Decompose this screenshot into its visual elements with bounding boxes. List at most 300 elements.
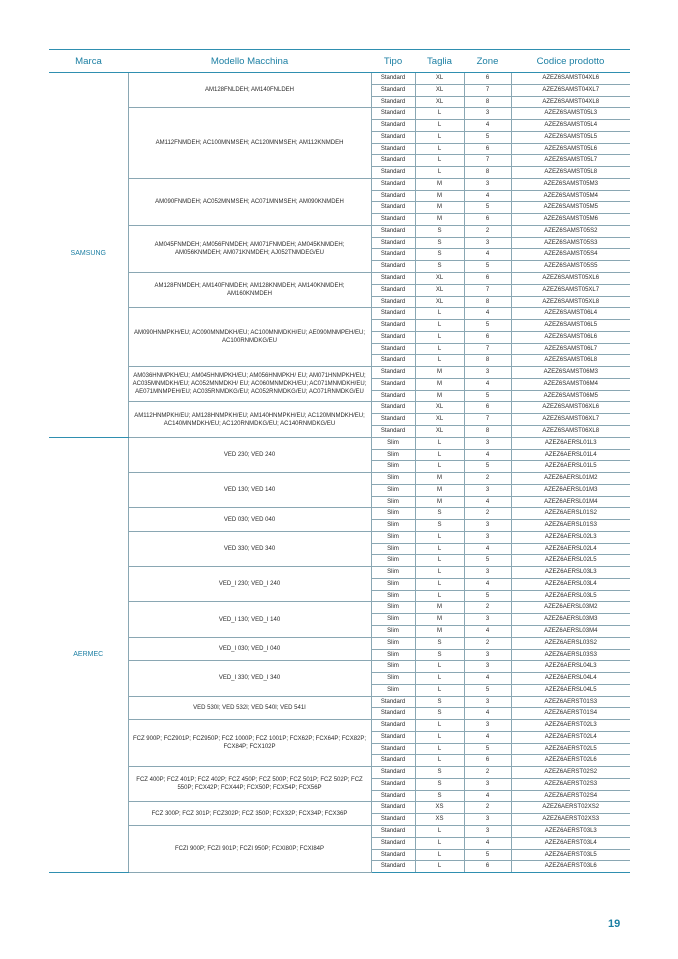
zone-cell: 4 [464,578,511,590]
zone-cell: 6 [464,273,511,285]
tipo-cell: Standard [371,131,415,143]
codice-cell: AZEZ6AERST02XS2 [511,802,630,814]
tipo-cell: Standard [371,96,415,108]
model-cell: VED 530I; VED 532I; VED 540I; VED 541I [128,696,371,720]
model-cell: VED_I 230; VED_I 240 [128,567,371,602]
codice-cell: AZEZ6AERST02XS3 [511,814,630,826]
taglia-cell: L [415,167,464,179]
tipo-cell: Standard [371,378,415,390]
tipo-cell: Standard [371,237,415,249]
taglia-cell: L [415,720,464,732]
taglia-cell: L [415,684,464,696]
tipo-cell: Standard [371,708,415,720]
codice-cell: AZEZ6AERST02L6 [511,755,630,767]
zone-cell: 4 [464,308,511,320]
zone-cell: 4 [464,249,511,261]
codice-cell: AZEZ6SAMST05M4 [511,190,630,202]
zone-cell: 3 [464,778,511,790]
codice-cell: AZEZ6AERSL01M3 [511,484,630,496]
zone-cell: 3 [464,814,511,826]
zone-cell: 2 [464,473,511,485]
codice-cell: AZEZ6SAMST06XL6 [511,402,630,414]
codice-cell: AZEZ6SAMST05S5 [511,261,630,273]
model-cell: FCZI 900P; FCZI 901P; FCZI 950P; FCXI80P; FCXI84P [128,826,371,873]
model-cell: VED 330; VED 340 [128,531,371,566]
taglia-cell: M [415,614,464,626]
taglia-cell: S [415,225,464,237]
taglia-cell: L [415,108,464,120]
zone-cell: 7 [464,284,511,296]
model-cell: AM045FNMDEH; AM056FNMDEH; AM071FNMDEH; AM045KNMDEH; AM056KNMDEH; AM071KNMDEH; AJ052TNMDEG/EU [128,225,371,272]
tipo-cell: Slim [371,496,415,508]
taglia-cell: S [415,778,464,790]
zone-cell: 7 [464,155,511,167]
model-cell: VED_I 330; VED_I 340 [128,661,371,696]
codice-cell: AZEZ6AERST03L3 [511,826,630,838]
zone-cell: 4 [464,708,511,720]
taglia-cell: L [415,155,464,167]
model-cell: AM090HNMPKH/EU; AC090MNMDKH/EU; AC100MNMDKH/EU; AE090MNMPEH/EU; AC100RNMDKG/EU [128,308,371,367]
tipo-cell: Standard [371,367,415,379]
codice-cell: AZEZ6SAMST05XL7 [511,284,630,296]
zone-cell: 5 [464,684,511,696]
tipo-cell: Standard [371,249,415,261]
taglia-cell: L [415,320,464,332]
codice-cell: AZEZ6AERSL03L5 [511,590,630,602]
col-header-taglia: Taglia [415,50,464,73]
page-number: 19 [608,918,621,930]
tipo-cell: Standard [371,331,415,343]
zone-cell: 4 [464,625,511,637]
zone-cell: 5 [464,461,511,473]
zone-cell: 4 [464,837,511,849]
tipo-cell: Standard [371,108,415,120]
tipo-cell: Standard [371,202,415,214]
zone-cell: 7 [464,343,511,355]
codice-cell: AZEZ6SAMST06L6 [511,331,630,343]
zone-cell: 4 [464,378,511,390]
taglia-cell: S [415,637,464,649]
table-row [49,767,630,779]
codice-cell: AZEZ6SAMST05S4 [511,249,630,261]
codice-cell: AZEZ6SAMST05XL6 [511,273,630,285]
codice-cell: AZEZ6AERSL01L4 [511,449,630,461]
model-cell: AM036HNMPKH/EU; AM045HNMPKH/EU; AM056HNMPKH/ EU; AM071HNMPKH/EU; AC035MNMDKH/EU; AC052MNMDKH/ EU; AC060MNMDKH/EU; AC071MNMDKH/EU; AE071MNMPEH/EU; AC035RNMDKG/EU; AC052RNMDKG/EU; AC071RNMDKG/EU [128,367,371,402]
model-cell: AM112HNMPKH/EU; AM128HNMPKH/EU; AM140HNMPKH/EU; AC120MNMDKH/EU; AC140MNMDKH/EU; AC120RNMDKG/EU; AC140RNMDKG/EU [128,402,371,437]
taglia-cell: L [415,567,464,579]
taglia-cell: L [415,120,464,132]
zone-cell: 2 [464,508,511,520]
tipo-cell: Standard [371,214,415,226]
table-row [49,602,630,614]
codice-cell: AZEZ6AERST01S4 [511,708,630,720]
taglia-cell: XL [415,96,464,108]
table-row [49,661,630,673]
zone-cell: 4 [464,496,511,508]
taglia-cell: L [415,743,464,755]
codice-cell: AZEZ6AERSL04L5 [511,684,630,696]
zone-cell: 3 [464,661,511,673]
codice-cell: AZEZ6AERSL01M4 [511,496,630,508]
table-row [49,696,630,708]
codice-cell: AZEZ6AERSL03S2 [511,637,630,649]
zone-cell: 4 [464,449,511,461]
tipo-cell: Standard [371,814,415,826]
codice-cell: AZEZ6AERST03L6 [511,861,630,873]
taglia-cell: S [415,261,464,273]
taglia-cell: M [415,602,464,614]
tipo-cell: Slim [371,473,415,485]
taglia-cell: M [415,484,464,496]
zone-cell: 6 [464,214,511,226]
codice-cell: AZEZ6SAMST05M5 [511,202,630,214]
model-cell: AM128FNMDEH; AM140FNMDEH; AM128KNMDEH; AM140KNMDEH; AM160KNMDEH [128,273,371,308]
taglia-cell: L [415,673,464,685]
zone-cell: 6 [464,402,511,414]
codice-cell: AZEZ6AERSL03M2 [511,602,630,614]
zone-cell: 8 [464,96,511,108]
tipo-cell: Standard [371,73,415,85]
zone-cell: 8 [464,167,511,179]
zone-cell: 3 [464,437,511,449]
codice-cell: AZEZ6SAMST06XL8 [511,425,630,437]
taglia-cell: L [415,849,464,861]
table-row [49,802,630,814]
table-row [49,225,630,237]
model-cell: FCZ 400P; FCZ 401P; FCZ 402P; FCZ 450P; FCZ 500P; FCZ 501P; FCZ 502P; FCZ 550P; FCX42P; FCX44P; FCX50P; FCX54P; FCX56P [128,767,371,802]
tipo-cell: Standard [371,120,415,132]
taglia-cell: L [415,131,464,143]
codice-cell: AZEZ6AERSL01L3 [511,437,630,449]
table-row [49,308,630,320]
col-header-modello: Modello Macchina [128,50,371,73]
tipo-cell: Standard [371,261,415,273]
tipo-cell: Standard [371,84,415,96]
tipo-cell: Standard [371,225,415,237]
tipo-cell: Standard [371,284,415,296]
codice-cell: AZEZ6AERSL02L4 [511,543,630,555]
codice-cell: AZEZ6AERST02S4 [511,790,630,802]
taglia-cell: L [415,531,464,543]
zone-cell: 3 [464,484,511,496]
table-row [49,367,630,379]
taglia-cell: XL [415,273,464,285]
zone-cell: 2 [464,637,511,649]
col-header-marca: Marca [49,50,128,73]
taglia-cell: S [415,237,464,249]
taglia-cell: M [415,190,464,202]
codice-cell: AZEZ6AERSL02L5 [511,555,630,567]
taglia-cell: XL [415,402,464,414]
zone-cell: 3 [464,237,511,249]
taglia-cell: S [415,790,464,802]
product-table [49,49,630,873]
taglia-cell: S [415,708,464,720]
tipo-cell: Standard [371,778,415,790]
tipo-cell: Slim [371,555,415,567]
taglia-cell: L [415,143,464,155]
codice-cell: AZEZ6SAMST06M4 [511,378,630,390]
zone-cell: 5 [464,743,511,755]
taglia-cell: L [415,331,464,343]
taglia-cell: M [415,214,464,226]
zone-cell: 8 [464,425,511,437]
codice-cell: AZEZ6SAMST05L8 [511,167,630,179]
tipo-cell: Standard [371,273,415,285]
model-cell: VED_I 030; VED_I 040 [128,637,371,661]
zone-cell: 5 [464,590,511,602]
taglia-cell: L [415,590,464,602]
codice-cell: AZEZ6SAMST05M3 [511,178,630,190]
codice-cell: AZEZ6AERST02S2 [511,767,630,779]
tipo-cell: Standard [371,849,415,861]
col-header-tipo: Tipo [371,50,415,73]
model-cell: AM090FNMDEH; AC052MNMSEH; AC071MNMSEH; AM090KNMDEH [128,178,371,225]
codice-cell: AZEZ6AERST01S3 [511,696,630,708]
zone-cell: 2 [464,767,511,779]
taglia-cell: L [415,437,464,449]
tipo-cell: Standard [371,178,415,190]
taglia-cell: S [415,649,464,661]
codice-cell: AZEZ6AERST02L3 [511,720,630,732]
taglia-cell: S [415,249,464,261]
taglia-cell: S [415,767,464,779]
codice-cell: AZEZ6AERSL03L3 [511,567,630,579]
tipo-cell: Standard [371,402,415,414]
tipo-cell: Standard [371,143,415,155]
tipo-cell: Standard [371,167,415,179]
codice-cell: AZEZ6SAMST06M5 [511,390,630,402]
model-cell: VED_I 130; VED_I 140 [128,602,371,637]
tipo-cell: Standard [371,155,415,167]
tipo-cell: Standard [371,826,415,838]
tipo-cell: Standard [371,790,415,802]
codice-cell: AZEZ6AERSL01M2 [511,473,630,485]
zone-cell: 8 [464,355,511,367]
tipo-cell: Slim [371,649,415,661]
taglia-cell: XS [415,814,464,826]
model-cell: AM128FNLDEH; AM140FNLDEH [128,73,371,108]
model-cell: VED 130; VED 140 [128,473,371,508]
tipo-cell: Slim [371,684,415,696]
table-row [49,720,630,732]
tipo-cell: Slim [371,614,415,626]
taglia-cell: S [415,520,464,532]
codice-cell: AZEZ6AERSL01S2 [511,508,630,520]
zone-cell: 2 [464,602,511,614]
model-cell: VED 030; VED 040 [128,508,371,532]
codice-cell: AZEZ6SAMST06L4 [511,308,630,320]
zone-cell: 5 [464,320,511,332]
model-cell: FCZ 900P; FCZ901P; FCZ950P; FCZ 1000P; FCZ 1001P; FCX62P; FCX64P; FCX82P; FCX84P; FCX102P [128,720,371,767]
table-body [49,73,630,873]
codice-cell: AZEZ6AERST02L4 [511,731,630,743]
zone-cell: 2 [464,802,511,814]
zone-cell: 6 [464,861,511,873]
taglia-cell: L [415,731,464,743]
zone-cell: 6 [464,73,511,85]
taglia-cell: M [415,367,464,379]
zone-cell: 4 [464,190,511,202]
table-row [49,108,630,120]
taglia-cell: L [415,555,464,567]
zone-cell: 4 [464,731,511,743]
codice-cell: AZEZ6AERST03L4 [511,837,630,849]
model-cell: FCZ 300P; FCZ 301P; FCZ302P; FCZ 350P; FCX32P; FCX34P; FCX36P [128,802,371,826]
tipo-cell: Standard [371,355,415,367]
codice-cell: AZEZ6SAMST04XL6 [511,73,630,85]
taglia-cell: M [415,496,464,508]
tipo-cell: Standard [371,320,415,332]
tipo-cell: Standard [371,767,415,779]
taglia-cell: L [415,543,464,555]
zone-cell: 6 [464,331,511,343]
col-header-codice: Codice prodotto [511,50,630,73]
tipo-cell: Standard [371,861,415,873]
tipo-cell: Standard [371,731,415,743]
table-row [49,178,630,190]
codice-cell: AZEZ6AERSL03M4 [511,625,630,637]
table-row [49,73,630,85]
codice-cell: AZEZ6AERST03L5 [511,849,630,861]
taglia-cell: XS [415,802,464,814]
tipo-cell: Slim [371,637,415,649]
zone-cell: 8 [464,296,511,308]
taglia-cell: XL [415,414,464,426]
zone-cell: 5 [464,390,511,402]
brand-cell: SAMSUNG [49,73,128,438]
table-row [49,402,630,414]
taglia-cell: M [415,202,464,214]
tipo-cell: Standard [371,190,415,202]
model-cell: VED 230; VED 240 [128,437,371,472]
zone-cell: 2 [464,225,511,237]
zone-cell: 6 [464,755,511,767]
tipo-cell: Slim [371,520,415,532]
tipo-cell: Slim [371,673,415,685]
brand-cell: AERMEC [49,437,128,872]
zone-cell: 4 [464,543,511,555]
codice-cell: AZEZ6SAMST05M6 [511,214,630,226]
taglia-cell: M [415,378,464,390]
zone-cell: 3 [464,567,511,579]
table-row [49,567,630,579]
taglia-cell: L [415,755,464,767]
codice-cell: AZEZ6SAMST06L5 [511,320,630,332]
taglia-cell: XL [415,425,464,437]
codice-cell: AZEZ6AERST02L5 [511,743,630,755]
zone-cell: 3 [464,696,511,708]
codice-cell: AZEZ6AERSL01S3 [511,520,630,532]
zone-cell: 5 [464,131,511,143]
tipo-cell: Standard [371,837,415,849]
zone-cell: 3 [464,720,511,732]
tipo-cell: Slim [371,484,415,496]
tipo-cell: Slim [371,531,415,543]
zone-cell: 5 [464,555,511,567]
codice-cell: AZEZ6SAMST06XL7 [511,414,630,426]
taglia-cell: XL [415,84,464,96]
zone-cell: 4 [464,673,511,685]
taglia-cell: L [415,343,464,355]
taglia-cell: L [415,461,464,473]
codice-cell: AZEZ6SAMST05L3 [511,108,630,120]
model-cell: AM112FNMDEH; AC100MNMSEH; AC120MNMSEH; AM112KNMDEH [128,108,371,179]
taglia-cell: S [415,696,464,708]
tipo-cell: Standard [371,308,415,320]
zone-cell: 3 [464,649,511,661]
codice-cell: AZEZ6AERST02S3 [511,778,630,790]
col-header-zone: Zone [464,50,511,73]
taglia-cell: M [415,625,464,637]
codice-cell: AZEZ6AERSL04L3 [511,661,630,673]
codice-cell: AZEZ6AERSL01L5 [511,461,630,473]
tipo-cell: Standard [371,343,415,355]
zone-cell: 3 [464,826,511,838]
codice-cell: AZEZ6AERSL03M3 [511,614,630,626]
table-row [49,273,630,285]
table-row [49,508,630,520]
codice-cell: AZEZ6AERSL03S3 [511,649,630,661]
tipo-cell: Standard [371,755,415,767]
tipo-cell: Standard [371,802,415,814]
codice-cell: AZEZ6SAMST04XL7 [511,84,630,96]
zone-cell: 4 [464,790,511,802]
taglia-cell: L [415,355,464,367]
tipo-cell: Standard [371,414,415,426]
zone-cell: 6 [464,143,511,155]
tipo-cell: Slim [371,602,415,614]
taglia-cell: L [415,661,464,673]
taglia-cell: L [415,837,464,849]
zone-cell: 3 [464,367,511,379]
zone-cell: 5 [464,261,511,273]
tipo-cell: Standard [371,720,415,732]
table-row [49,473,630,485]
codice-cell: AZEZ6SAMST04XL8 [511,96,630,108]
tipo-cell: Slim [371,578,415,590]
zone-cell: 3 [464,531,511,543]
tipo-cell: Slim [371,449,415,461]
table-row [49,531,630,543]
codice-cell: AZEZ6SAMST05L4 [511,120,630,132]
taglia-cell: M [415,473,464,485]
tipo-cell: Standard [371,390,415,402]
tipo-cell: Slim [371,543,415,555]
tipo-cell: Slim [371,508,415,520]
taglia-cell: L [415,308,464,320]
codice-cell: AZEZ6SAMST05XL8 [511,296,630,308]
table-header-row [49,50,630,73]
taglia-cell: S [415,508,464,520]
table-row [49,637,630,649]
tipo-cell: Slim [371,590,415,602]
taglia-cell: XL [415,73,464,85]
codice-cell: AZEZ6SAMST05L6 [511,143,630,155]
codice-cell: AZEZ6AERSL04L4 [511,673,630,685]
tipo-cell: Standard [371,696,415,708]
codice-cell: AZEZ6SAMST05S3 [511,237,630,249]
taglia-cell: XL [415,296,464,308]
zone-cell: 4 [464,120,511,132]
tipo-cell: Slim [371,461,415,473]
codice-cell: AZEZ6SAMST05L7 [511,155,630,167]
tipo-cell: Slim [371,625,415,637]
taglia-cell: M [415,178,464,190]
zone-cell: 5 [464,202,511,214]
codice-cell: AZEZ6AERSL02L3 [511,531,630,543]
zone-cell: 3 [464,520,511,532]
